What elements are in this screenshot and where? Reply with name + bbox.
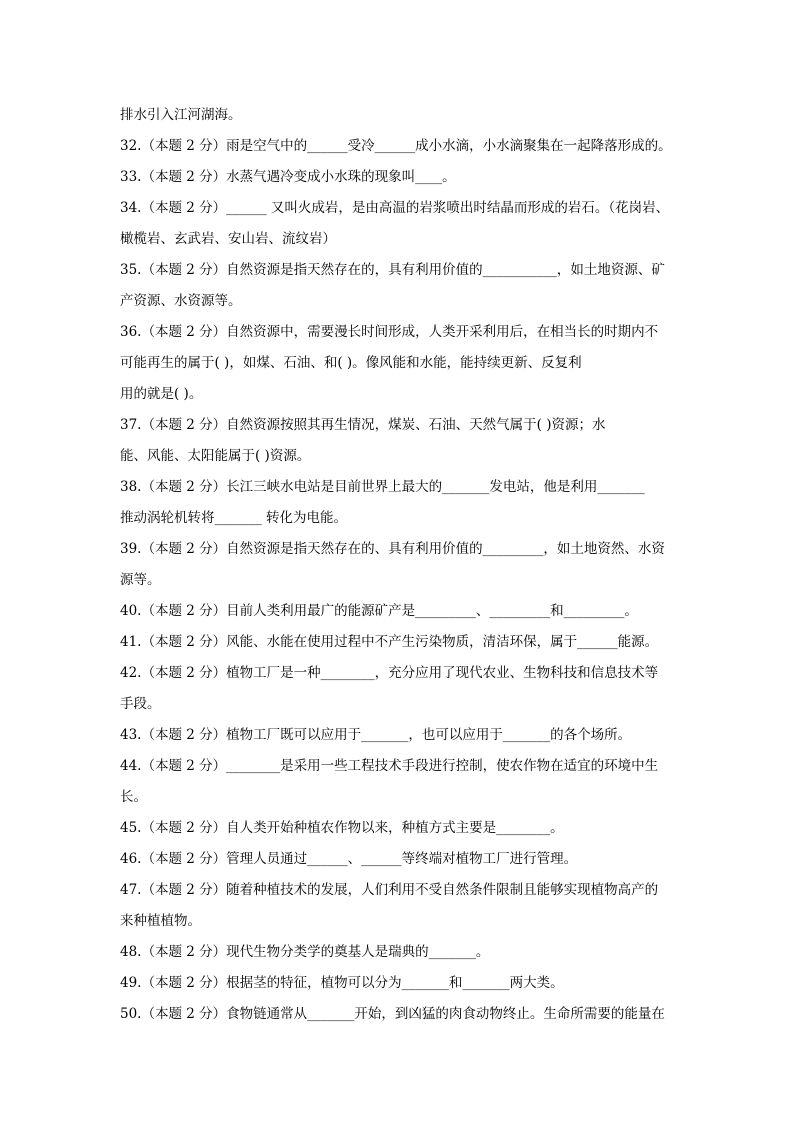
text-line: 源等。 [120,572,161,588]
text-line: 推动涡轮机转将_______ 转化为电能。 [120,510,348,526]
text-line: 50.（本题 2 分）食物链通常从_______开始，到凶猛的肉食动物终止。生命所需要的能量在 [120,1006,665,1022]
text-line: 44.（本题 2 分）________是采用一些工程技术手段进行控制，使农作物在适宜的环境中生 [120,758,659,774]
text-line: 33.（本题 2 分）水蒸气遇冷变成小水珠的现象叫____。 [120,169,456,185]
text-line: 橄榄岩、玄武岩、安山岩、流纹岩） [120,231,336,247]
text-line: 49.（本题 2 分）根据茎的特征，植物可以分为_______和_______两大类。 [120,975,564,991]
text-line: 35.（本题 2 分）自然资源是指天然存在的，具有利用价值的___________，如土地资源、矿 [120,262,665,278]
text-line: 41.（本题 2 分）风能、水能在使用过程中不产生污染物质，清洁环保，属于______能源。 [120,634,659,650]
text-line: 36.（本题 2 分）自然资源中，需要漫长时间形成，人类开采利用后，在相当长的时期内不 [120,324,659,340]
text-line: 长。 [120,789,147,805]
text-line: 46.（本题 2 分）管理人员通过______、______等终端对植物工厂进行管理。 [120,851,578,867]
text-line: 48.（本题 2 分）现代生物分类学的奠基人是瑞典的_______。 [120,944,490,960]
text-line: 32.（本题 2 分）雨是空气中的______受冷______成小水滴，小水滴聚集在一起降落形成的。 [120,138,672,154]
text-line: 34.（本题 2 分）______ 又叫火成岩，是由高温的岩浆喷出时结晶而形成的岩石。（花岗岩、 [120,200,670,216]
text-line: 排水引入江河湖海。 [120,107,242,123]
text-line: 来种植植物。 [120,913,201,929]
text-line: 能、风能、太阳能属于( )资源。 [120,448,311,464]
text-line: 39.（本题 2 分）自然资源是指天然存在的、具有利用价值的_________，如土地资然、水资 [120,541,665,557]
text-line: 45.（本题 2 分）自人类开始种植农作物以来，种植方式主要是________。 [120,820,564,836]
text-line: 产资源、水资源等。 [120,293,242,309]
text-line: 可能再生的属于( )，如煤、石油、和( )。像风能和水能，能持续更新、反复利 [120,355,582,371]
text-line: 37.（本题 2 分）自然资源按照其再生情况，煤炭、石油、天然气属于( )资源；水 [120,417,606,433]
text-line: 40.（本题 2 分）目前人类利用最广的能源矿产是_________、_________和_________。 [120,603,638,619]
text-line: 用的就是( )。 [120,386,203,402]
text-line: 42.（本题 2 分）植物工厂是一种________，充分应用了现代农业、生物科技和信息技术等 [120,665,659,681]
text-line: 47.（本题 2 分）随着种植技术的发展，人们利用不受自然条件限制且能够实现植物高产的 [120,882,659,898]
text-line: 38.（本题 2 分）长江三峡水电站是目前世界上最大的_______发电站，他是利用_______ [120,479,645,495]
question-list [120,100,680,1030]
text-line: 手段。 [120,696,161,712]
text-line: 43.（本题 2 分）植物工厂既可以应用于_______，也可以应用于_______的各个场所。 [120,727,632,743]
